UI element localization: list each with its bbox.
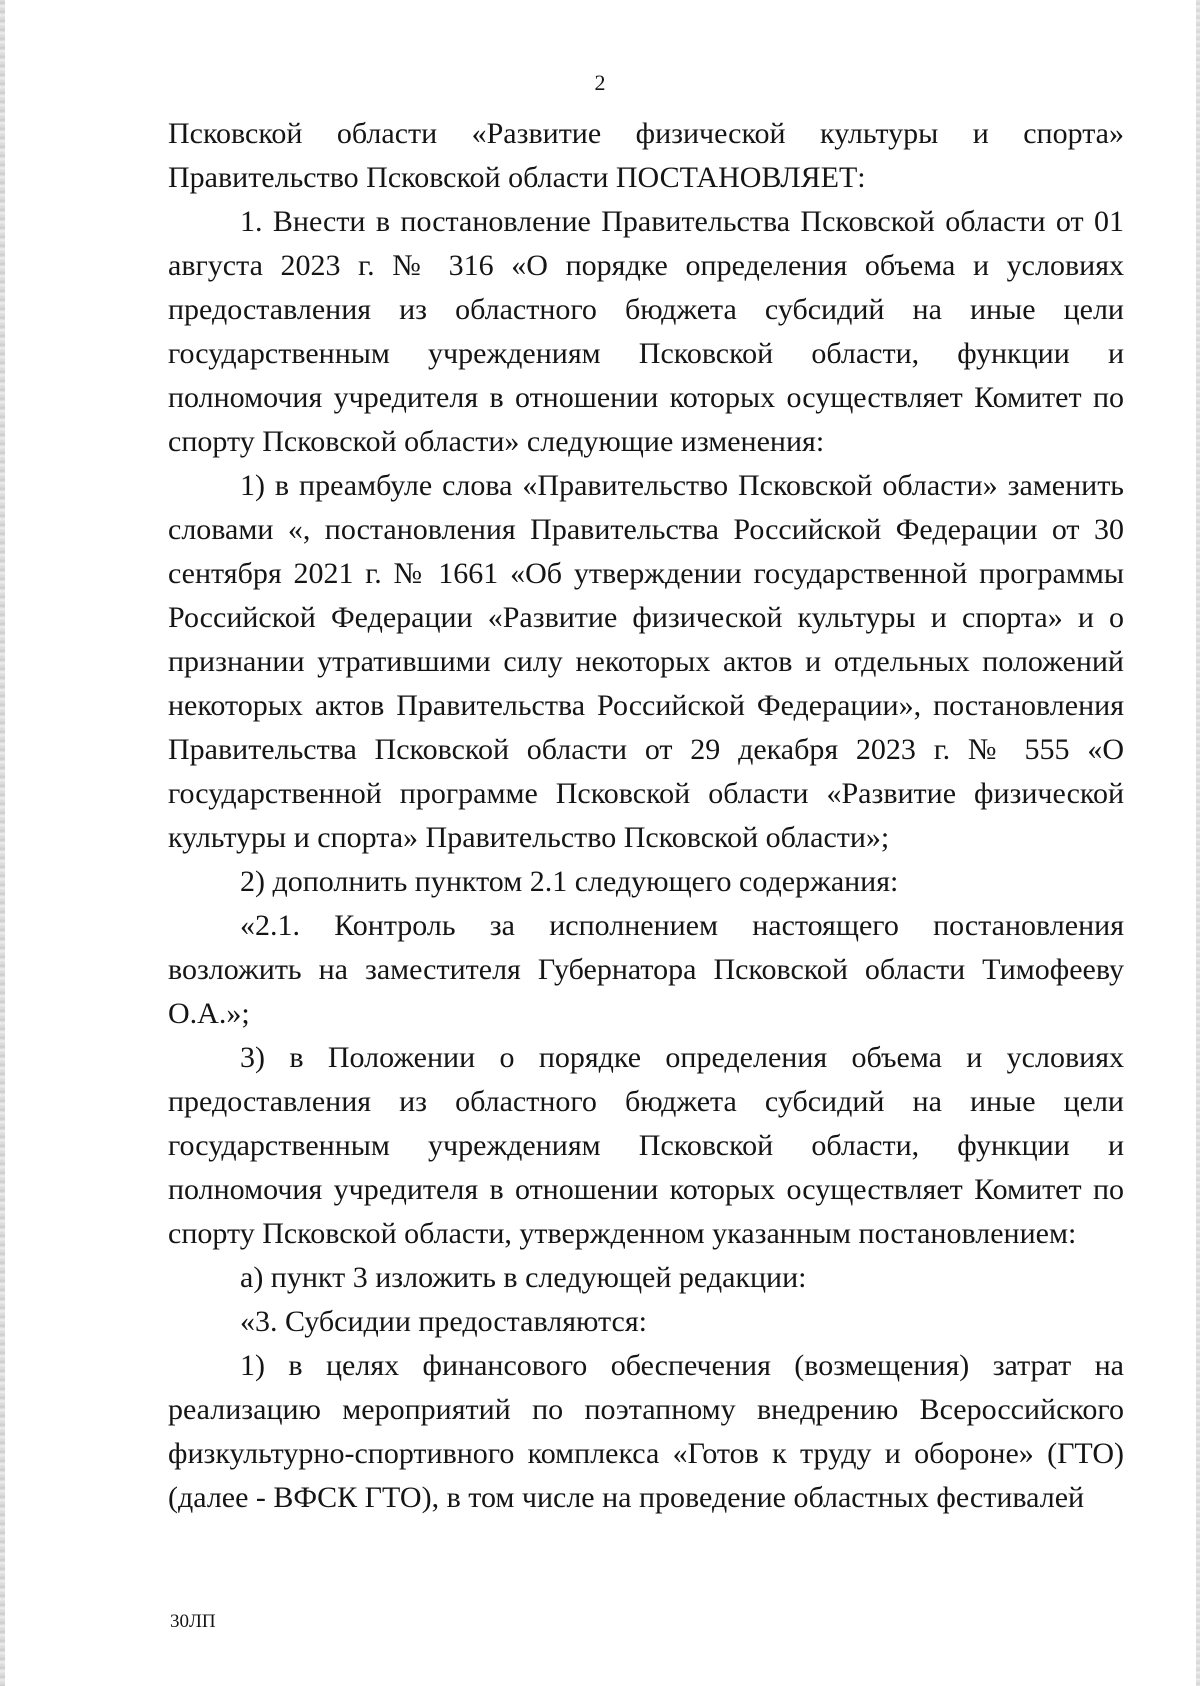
scan-edge-left xyxy=(0,0,5,1686)
paragraph-item-1: 1. Внести в постановление Правительства Псковской области от 01 августа 2023 г. № 316 «О порядке определения объема и условиях предоставления из областного бюджета субсидий на иные цели государственным учреждениям Псковской области, функции и полномочия учредителя в отношении которых осуществляет Комитет по спорту Псковской области» следующие изменения: xyxy=(168,205,1124,458)
footer-document-code: 30ЛП xyxy=(170,1611,216,1632)
paragraph-subitem-a: а) пункт 3 изложить в следующей редакции: xyxy=(240,1261,807,1294)
page-number: 2 xyxy=(594,70,606,95)
scan-edge-right xyxy=(1196,0,1200,1686)
paragraph-clause-3: «3. Субсидии предоставляются: xyxy=(240,1305,647,1338)
paragraph-clause-2-1: «2.1. Контроль за исполнением настоящего постановления возложить на заместителя Губернатора Псковской области Тимофееву О.А.»; xyxy=(168,909,1124,1030)
paragraph-subitem-1: 1) в преамбуле слова «Правительство Псковской области» заменить словами «, постановления Правительства Российской Федерации от 30 сентября 2021 г. № 1661 «Об утверждении государственной программы Российской Федерации «Развитие физической культуры и спорта» и о признании утратившими силу некоторых актов и отдельных положений некоторых актов Правительства Российской Федерации», постановления Правительства Псковской области от 29 декабря 2023 г. № 555 «О государственной программе Псковской области «Развитие физической культуры и спорта» Правительство Псковской области»; xyxy=(168,469,1124,854)
paragraph-subitem-3: 3) в Положении о порядке определения объема и условиях предоставления из областного бюджета субсидий на иные цели государственным учреждениям Псковской области, функции и полномочия учредителя в отношении которых осуществляет Комитет по спорту Псковской области, утвержденном указанным постановлением: xyxy=(168,1041,1124,1250)
paragraph-continuation: Псковской области «Развитие физической культуры и спорта» Правительство Псковской области ПОСТАНОВЛЯЕТ: xyxy=(168,117,1124,194)
paragraph-clause-3-1: 1) в целях финансового обеспечения (возмещения) затрат на реализацию мероприятий по поэтапному внедрению Всероссийского физкультурно-спортивного комплекса «Готов к труду и обороне» (ГТО) (далее - ВФСК ГТО), в том числе на проведение областных фестивалей xyxy=(168,1349,1124,1514)
paragraph-subitem-2: 2) дополнить пунктом 2.1 следующего содержания: xyxy=(240,865,899,898)
document-body xyxy=(168,112,1124,1520)
